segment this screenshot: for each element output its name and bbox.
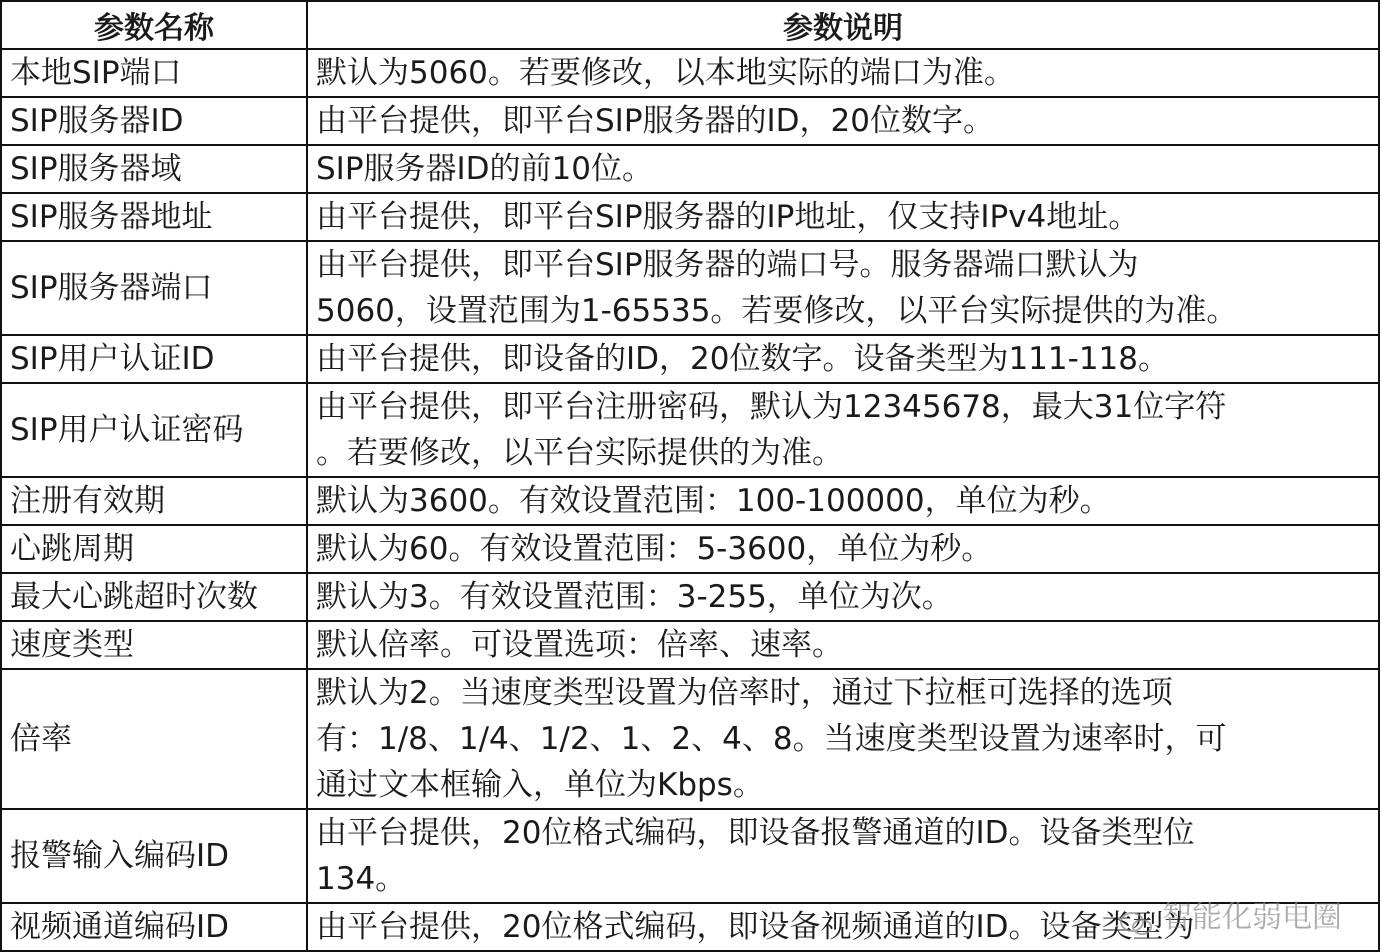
param-desc-cell (307, 193, 1379, 241)
table-row (1, 669, 1379, 809)
param-desc-line: 由平台提供，即设备的ID，20位数字。设备类型为111-118。 (316, 341, 1169, 377)
param-name-cell: 报警输入编码ID (1, 809, 307, 903)
param-desc-line: 由平台提供，即平台SIP服务器的ID，20位数字。 (316, 103, 994, 139)
table-row (1, 621, 1379, 669)
table-row (1, 809, 1379, 903)
table-row (1, 383, 1379, 477)
param-desc-line: 由平台提供，20位格式编码，即设备视频通道的ID。设备类型为 (316, 909, 1195, 945)
param-name-cell: 最大心跳超时次数 (1, 573, 307, 621)
param-desc-cell (307, 573, 1379, 621)
param-name-cell: 倍率 (1, 669, 307, 809)
param-name-cell: 速度类型 (1, 621, 307, 669)
table-row (1, 193, 1379, 241)
param-desc-line: 默认为2。当速度类型设置为倍率时，通过下拉框可选择的选项 (316, 675, 1173, 711)
param-desc-cell (307, 383, 1379, 477)
param-desc-cell (307, 145, 1379, 193)
param-desc-line: 默认倍率。可设置选项：倍率、速率。 (316, 627, 843, 663)
param-desc-cell (307, 335, 1379, 383)
watermark (1120, 898, 1342, 938)
param-desc-cell (307, 241, 1379, 335)
header-param-desc: 参数说明 (307, 1, 1379, 49)
param-desc-cell (307, 49, 1379, 97)
watermark-text: 智能化弱电圈 (1162, 900, 1342, 935)
param-name-cell: SIP服务器ID (1, 97, 307, 145)
param-desc-line: 由平台提供，即平台SIP服务器的IP地址，仅支持IPv4地址。 (316, 199, 1140, 235)
table-header-row (1, 1, 1379, 49)
param-name-cell: SIP服务器域 (1, 145, 307, 193)
param-desc-cell (307, 621, 1379, 669)
table-row (1, 145, 1379, 193)
param-desc-cell (307, 809, 1379, 903)
param-name-cell: 心跳周期 (1, 525, 307, 573)
param-desc-line: 由平台提供，20位格式编码，即设备报警通道的ID。设备类型位 (316, 815, 1195, 851)
param-name-cell: 视频通道编码ID (1, 903, 307, 951)
param-desc-line: 134。 (316, 861, 407, 897)
param-name-cell: 本地SIP端口 (1, 49, 307, 97)
param-desc-line: 由平台提供，即平台注册密码，默认为12345678，最大31位字符 (316, 389, 1227, 425)
param-desc-cell (307, 97, 1379, 145)
param-desc-line: 默认为5060。若要修改，以本地实际的端口为准。 (316, 55, 1015, 91)
table-body (1, 49, 1379, 951)
table-row (1, 573, 1379, 621)
param-desc-line: 。若要修改，以平台实际提供的为准。 (316, 435, 843, 471)
table-row (1, 525, 1379, 573)
param-desc-line: 由平台提供，即平台SIP服务器的端口号。服务器端口默认为 (316, 247, 1139, 283)
param-name-cell: SIP服务器地址 (1, 193, 307, 241)
table-row (1, 97, 1379, 145)
param-desc-line: SIP服务器ID的前10位。 (316, 151, 653, 187)
param-desc-line: 默认为3600。有效设置范围：100-100000，单位为秒。 (316, 483, 1111, 519)
table-row (1, 49, 1379, 97)
table-row (1, 477, 1379, 525)
param-desc-line: 默认为3。有效设置范围：3-255，单位为次。 (316, 579, 953, 615)
table-row (1, 335, 1379, 383)
param-desc-line: 通过文本框输入，单位为Kbps。 (316, 767, 764, 803)
header-param-name: 参数名称 (1, 1, 307, 49)
param-name-cell: SIP用户认证密码 (1, 383, 307, 477)
wechat-icon (1120, 907, 1152, 931)
param-name-cell: 注册有效期 (1, 477, 307, 525)
param-desc-cell (307, 525, 1379, 573)
table-row (1, 241, 1379, 335)
param-name-cell: SIP用户认证ID (1, 335, 307, 383)
param-desc-cell (307, 669, 1379, 809)
param-name-cell: SIP服务器端口 (1, 241, 307, 335)
param-desc-line: 5060，设置范围为1-65535。若要修改，以平台实际提供的为准。 (316, 293, 1238, 329)
param-desc-line: 默认为60。有效设置范围：5-3600，单位为秒。 (316, 531, 993, 567)
param-desc-cell (307, 477, 1379, 525)
param-desc-line: 有：1/8、1/4、1/2、1、2、4、8。当速度类型设置为速率时，可 (316, 721, 1227, 757)
